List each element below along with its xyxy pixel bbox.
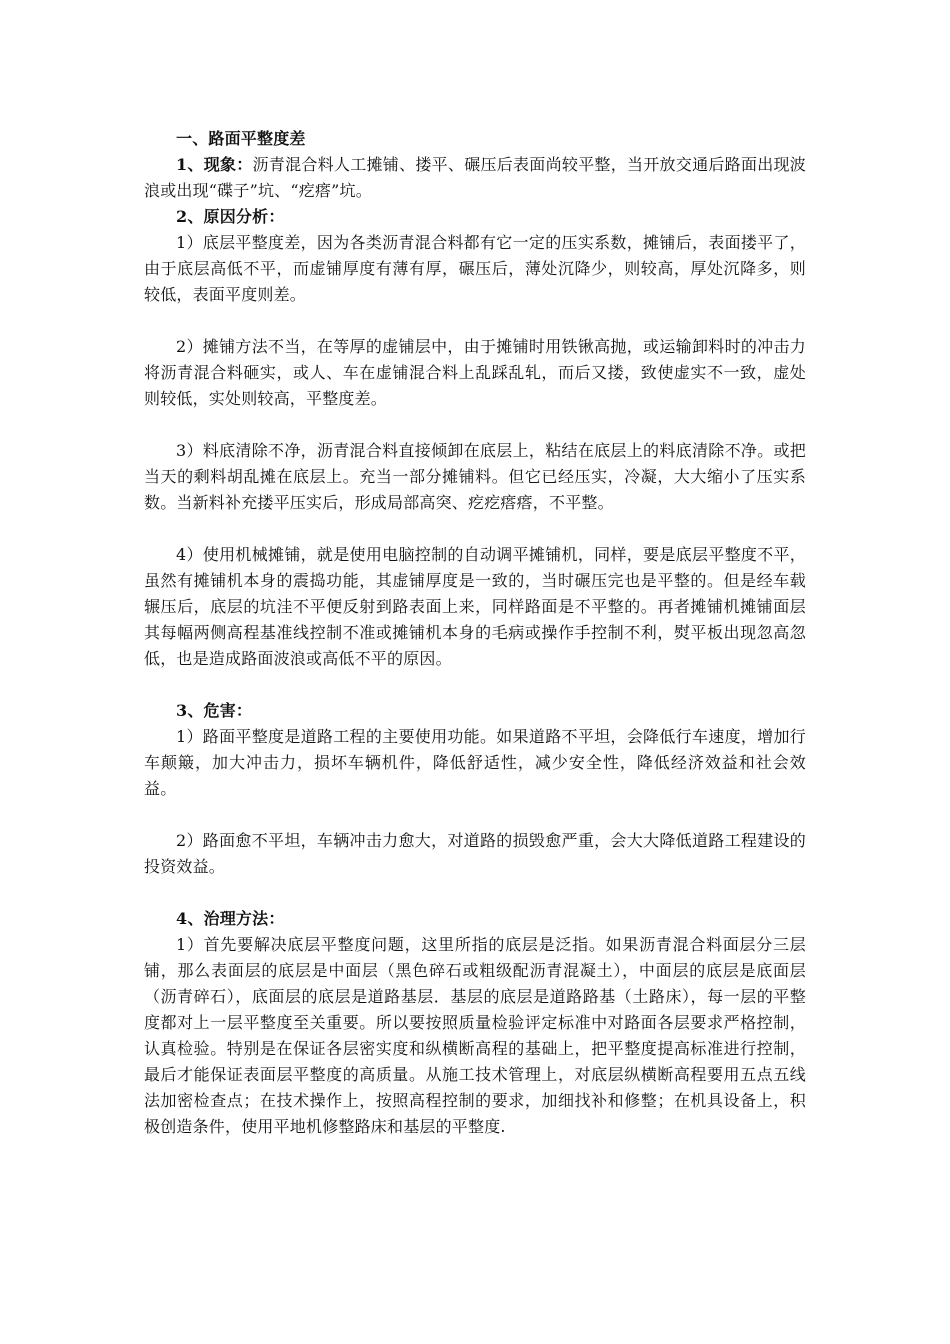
paragraph-gap: [144, 308, 806, 334]
paragraph-gap: [144, 672, 806, 698]
paragraph-gap: [144, 880, 806, 906]
document-body: [144, 126, 806, 1140]
section-3-item-1: 1）路面平整度是道路工程的主要使用功能。如果道路不平坦，会降低行车速度，增加行车颠簸，加大冲击力，损坏车辆机件，降低舒适性，减少安全性，降低经济效益和社会效益。: [144, 727, 806, 798]
document-title: 一、路面平整度差: [176, 129, 306, 148]
section-2-item-1: 1）底层平整度差，因为各类沥青混合料都有它一定的压实系数，摊铺后，表面搂平了，由于底层高低不平，而虚铺厚度有薄有厚，碾压后，薄处沉降少，则较高，厚处沉降多，则较低，表面平度则差。: [144, 233, 806, 304]
section-1-text: 沥青混合料人工摊铺、搂平、碾压后表面尚较平整，当开放交通后路面出现波浪或出现“碟子”坑、“疙瘩”坑。: [144, 155, 806, 200]
section-3-item-2: 2）路面愈不平坦，车辆冲击力愈大，对道路的损毁愈严重，会大大降低道路工程建设的投资效益。: [144, 831, 806, 876]
section-2-item-3: 3）料底清除不净，沥青混合料直接倾卸在底层上，粘结在底层上的料底清除不净。或把当天的剩料胡乱摊在底层上。充当一部分摊铺料。但它已经压实，冷凝，大大缩小了压实系数。当新料补充搂平压实后，形成局部高突、疙疙瘩瘩，不平整。: [144, 441, 806, 512]
section-2-item-2: 2）摊铺方法不当，在等厚的虚铺层中，由于摊铺时用铁锹高抛，或运输卸料时的冲击力将沥青混合料砸实，或人、车在虚铺混合料上乱踩乱轧，而后又搂，致使虚实不一致，虚处则较低，实处则较高，平整度差。: [144, 337, 806, 408]
paragraph-gap: [144, 412, 806, 438]
section-4-label: 4、治理方法：: [176, 909, 285, 928]
section-3-label: 3、危害：: [176, 701, 253, 720]
paragraph-gap: [144, 516, 806, 542]
section-1-label: 1、现象：: [176, 155, 253, 174]
paragraph-gap: [144, 802, 806, 828]
section-2-item-4: 4）使用机械摊铺，就是使用电脑控制的自动调平摊铺机，同样，要是底层平整度不平，虽然有摊铺机本身的震捣功能，其虚铺厚度是一致的，当时碾压完也是平整的。但是经车载辗压后，底层的坑洼不平便反射到路表面上来，同样路面是不平整的。再者摊铺机摊铺面层其每幅两侧高程基准线控制不准或摊铺机本身的毛病或操作手控制不利，熨平板出现忽高忽低，也是造成路面波浪或高低不平的原因。: [144, 545, 806, 668]
section-1-phenomenon: [144, 152, 806, 204]
section-2-label: 2、原因分析：: [176, 207, 285, 226]
section-4-item-1: 1）首先要解决底层平整度问题，这里所指的底层是泛指。如果沥青混合料面层分三层铺，那么表面层的底层是中面层（黑色碎石或粗级配沥青混凝土），中面层的底层是底面层（沥青碎石），底面层的底层是道路基层．基层的底层是道路路基（土路床），每一层的平整度都对上一层平整度至关重要。所以要按照质量检验评定标准中对路面各层要求严格控制，认真检验。特别是在保证各层密实度和纵横断高程的基础上，把平整度提高标准进行控制，最后才能保证表面层平整度的高质量。从施工技术管理上，对底层纵横断高程要用五点五线法加密检查点；在技术操作上，按照高程控制的要求，加细找补和修整；在机具设备上，积极创造条件，使用平地机修整路床和基层的平整度.: [144, 935, 806, 1136]
